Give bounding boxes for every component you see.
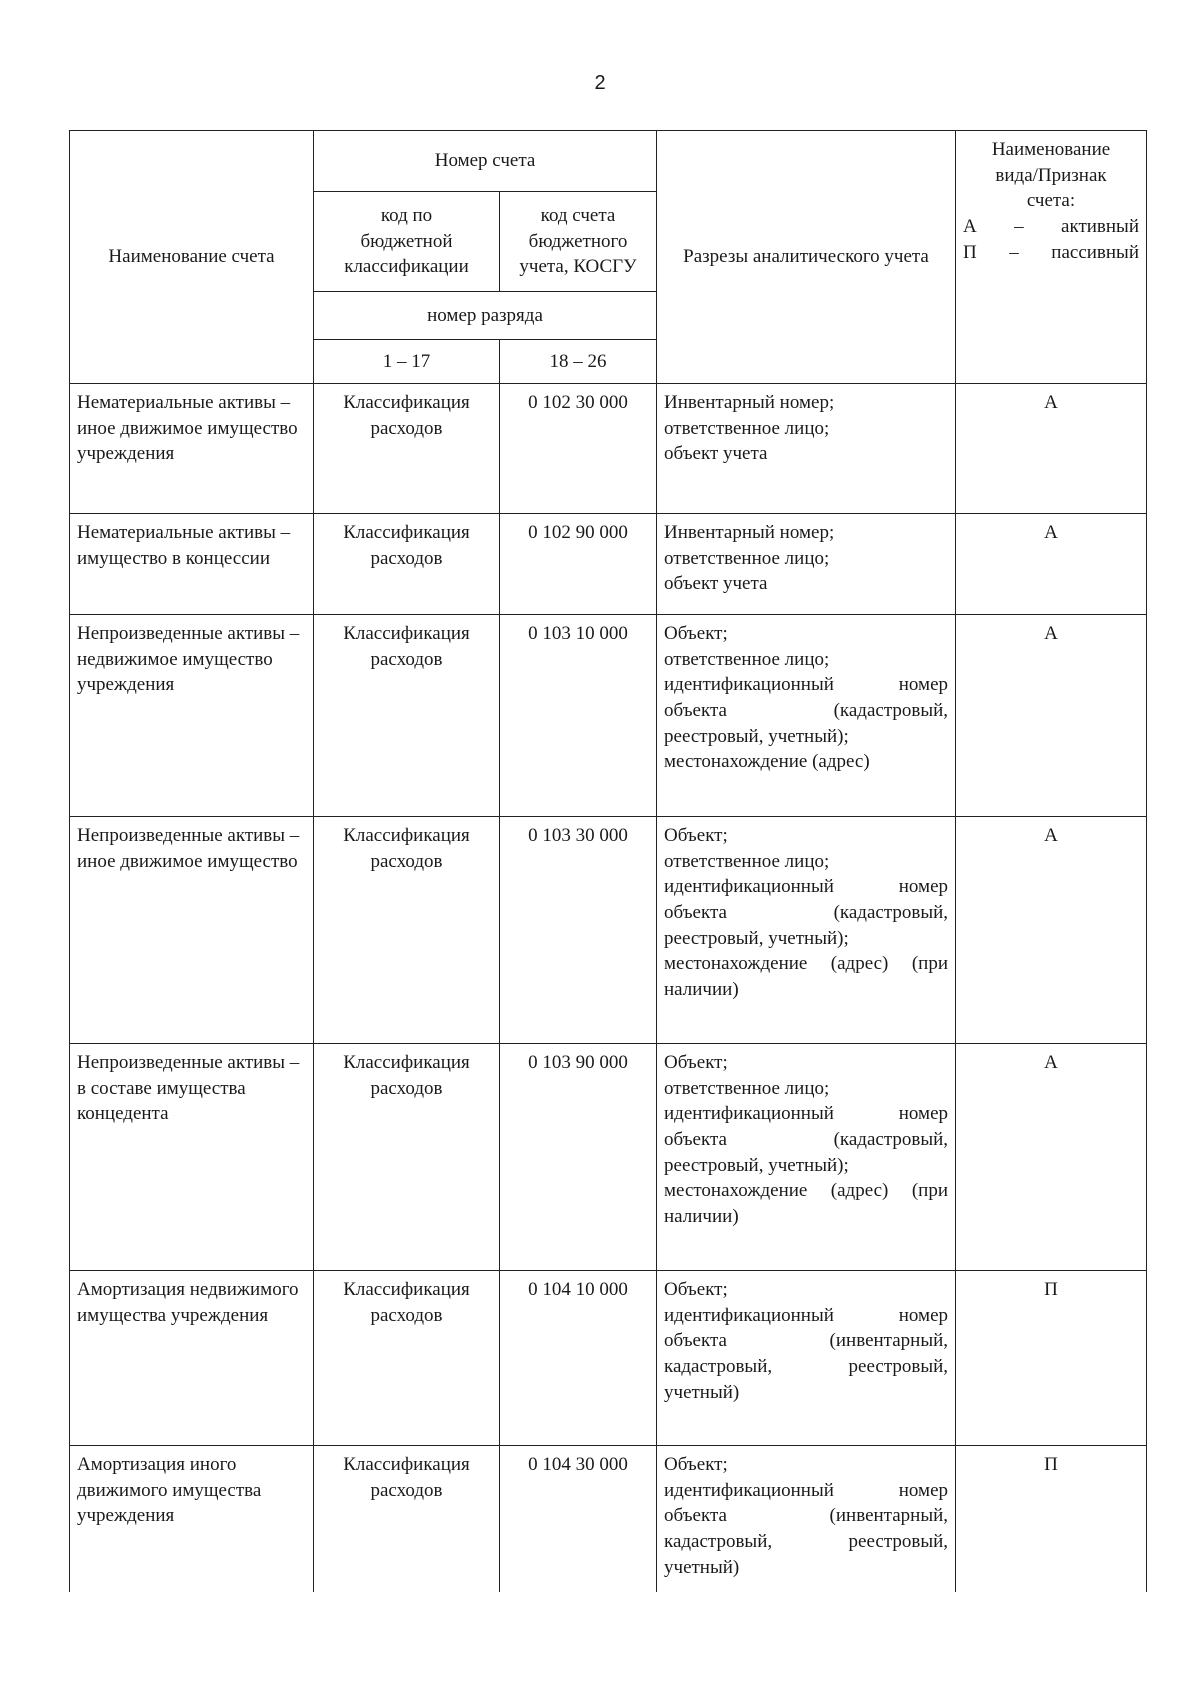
page-bottom-margin: [0, 1592, 1200, 1697]
header-digit-number: номер разряда: [314, 292, 657, 340]
budget-classification: Классификация расходов: [314, 615, 500, 817]
account-code: 0 104 30 000: [500, 1446, 657, 1606]
table-row: [70, 817, 1147, 1044]
table-row: [70, 1446, 1147, 1606]
header-sign-line: вида/Признак: [995, 164, 1107, 186]
analytics-cell: Объект; ответственное лицо; идентификационный номер объекта (кадастровый, реестровый, учетный); местонахождение (адрес) (при наличии): [657, 817, 956, 1044]
account-code: 0 102 30 000: [500, 384, 657, 514]
account-code: 0 103 90 000: [500, 1044, 657, 1271]
analytics-cell: Инвентарный номер; ответственное лицо; объект учета: [657, 514, 956, 615]
header-account-number: Номер счета: [314, 131, 657, 192]
analytics-cell: Объект; идентификационный номер объекта (инвентарный, кадастровый, реестровый, учетный): [657, 1271, 956, 1446]
header-digits-1-17: 1 – 17: [314, 340, 500, 384]
account-sign: П: [956, 1446, 1147, 1606]
account-name: Непроизведенные активы – недвижимое имущество учреждения: [70, 615, 314, 817]
header-analytics: Разрезы аналитического учета: [657, 131, 956, 384]
accounts-table: [69, 130, 1147, 1606]
table-header: [70, 131, 1147, 384]
table-row: [70, 1044, 1147, 1271]
table-row: [70, 1271, 1147, 1446]
account-code: 0 103 10 000: [500, 615, 657, 817]
account-sign: А: [956, 384, 1147, 514]
header-sign-line: Наименование: [991, 139, 1111, 160]
account-code: 0 104 10 000: [500, 1271, 657, 1446]
account-sign: А: [956, 1044, 1147, 1271]
account-sign: П: [956, 1271, 1147, 1446]
analytics-cell: Объект; идентификационный номер объекта (инвентарный, кадастровый, реестровый, учетный): [657, 1446, 956, 1606]
budget-classification: Классификация расходов: [314, 514, 500, 615]
account-code: 0 103 30 000: [500, 817, 657, 1044]
account-sign: А: [956, 817, 1147, 1044]
budget-classification: Классификация расходов: [314, 1044, 500, 1271]
header-budget-account-code: код счета бюджетного учета, КОСГУ: [500, 192, 657, 292]
account-name: Непроизведенные активы – в составе имущества концедента: [70, 1044, 314, 1271]
analytics-cell: Объект; ответственное лицо; идентификационный номер объекта (кадастровый, реестровый, учетный); местонахождение (адрес): [657, 615, 956, 817]
table-body: [70, 384, 1147, 1606]
account-name: Амортизация недвижимого имущества учреждения: [70, 1271, 314, 1446]
header-sign: [956, 131, 1147, 384]
budget-classification: Классификация расходов: [314, 384, 500, 514]
header-sign-active: А – активный: [963, 215, 1139, 237]
header-digits-18-26: 18 – 26: [500, 340, 657, 384]
account-name: Непроизведенные активы – иное движимое имущество: [70, 817, 314, 1044]
account-name: Нематериальные активы – имущество в концессии: [70, 514, 314, 615]
budget-classification: Классификация расходов: [314, 817, 500, 1044]
table-row: [70, 384, 1147, 514]
header-sign-line: счета:: [1026, 190, 1076, 212]
account-name: Нематериальные активы – иное движимое имущество учреждения: [70, 384, 314, 514]
analytics-cell: Объект; ответственное лицо; идентификационный номер объекта (кадастровый, реестровый, учетный); местонахождение (адрес) (при наличии): [657, 1044, 956, 1271]
budget-classification: Классификация расходов: [314, 1446, 500, 1606]
header-sign-passive: П – пассивный: [963, 241, 1139, 263]
account-sign: А: [956, 615, 1147, 817]
budget-classification: Классификация расходов: [314, 1271, 500, 1446]
table-row: [70, 615, 1147, 817]
header-budget-class-code: код по бюджетной классификации: [314, 192, 500, 292]
table-row: [70, 514, 1147, 615]
account-sign: А: [956, 514, 1147, 615]
account-code: 0 102 90 000: [500, 514, 657, 615]
page-number: 2: [594, 72, 606, 94]
header-account-name: Наименование счета: [70, 131, 314, 384]
account-name: Амортизация иного движимого имущества учреждения: [70, 1446, 314, 1606]
analytics-cell: Инвентарный номер; ответственное лицо; объект учета: [657, 384, 956, 514]
